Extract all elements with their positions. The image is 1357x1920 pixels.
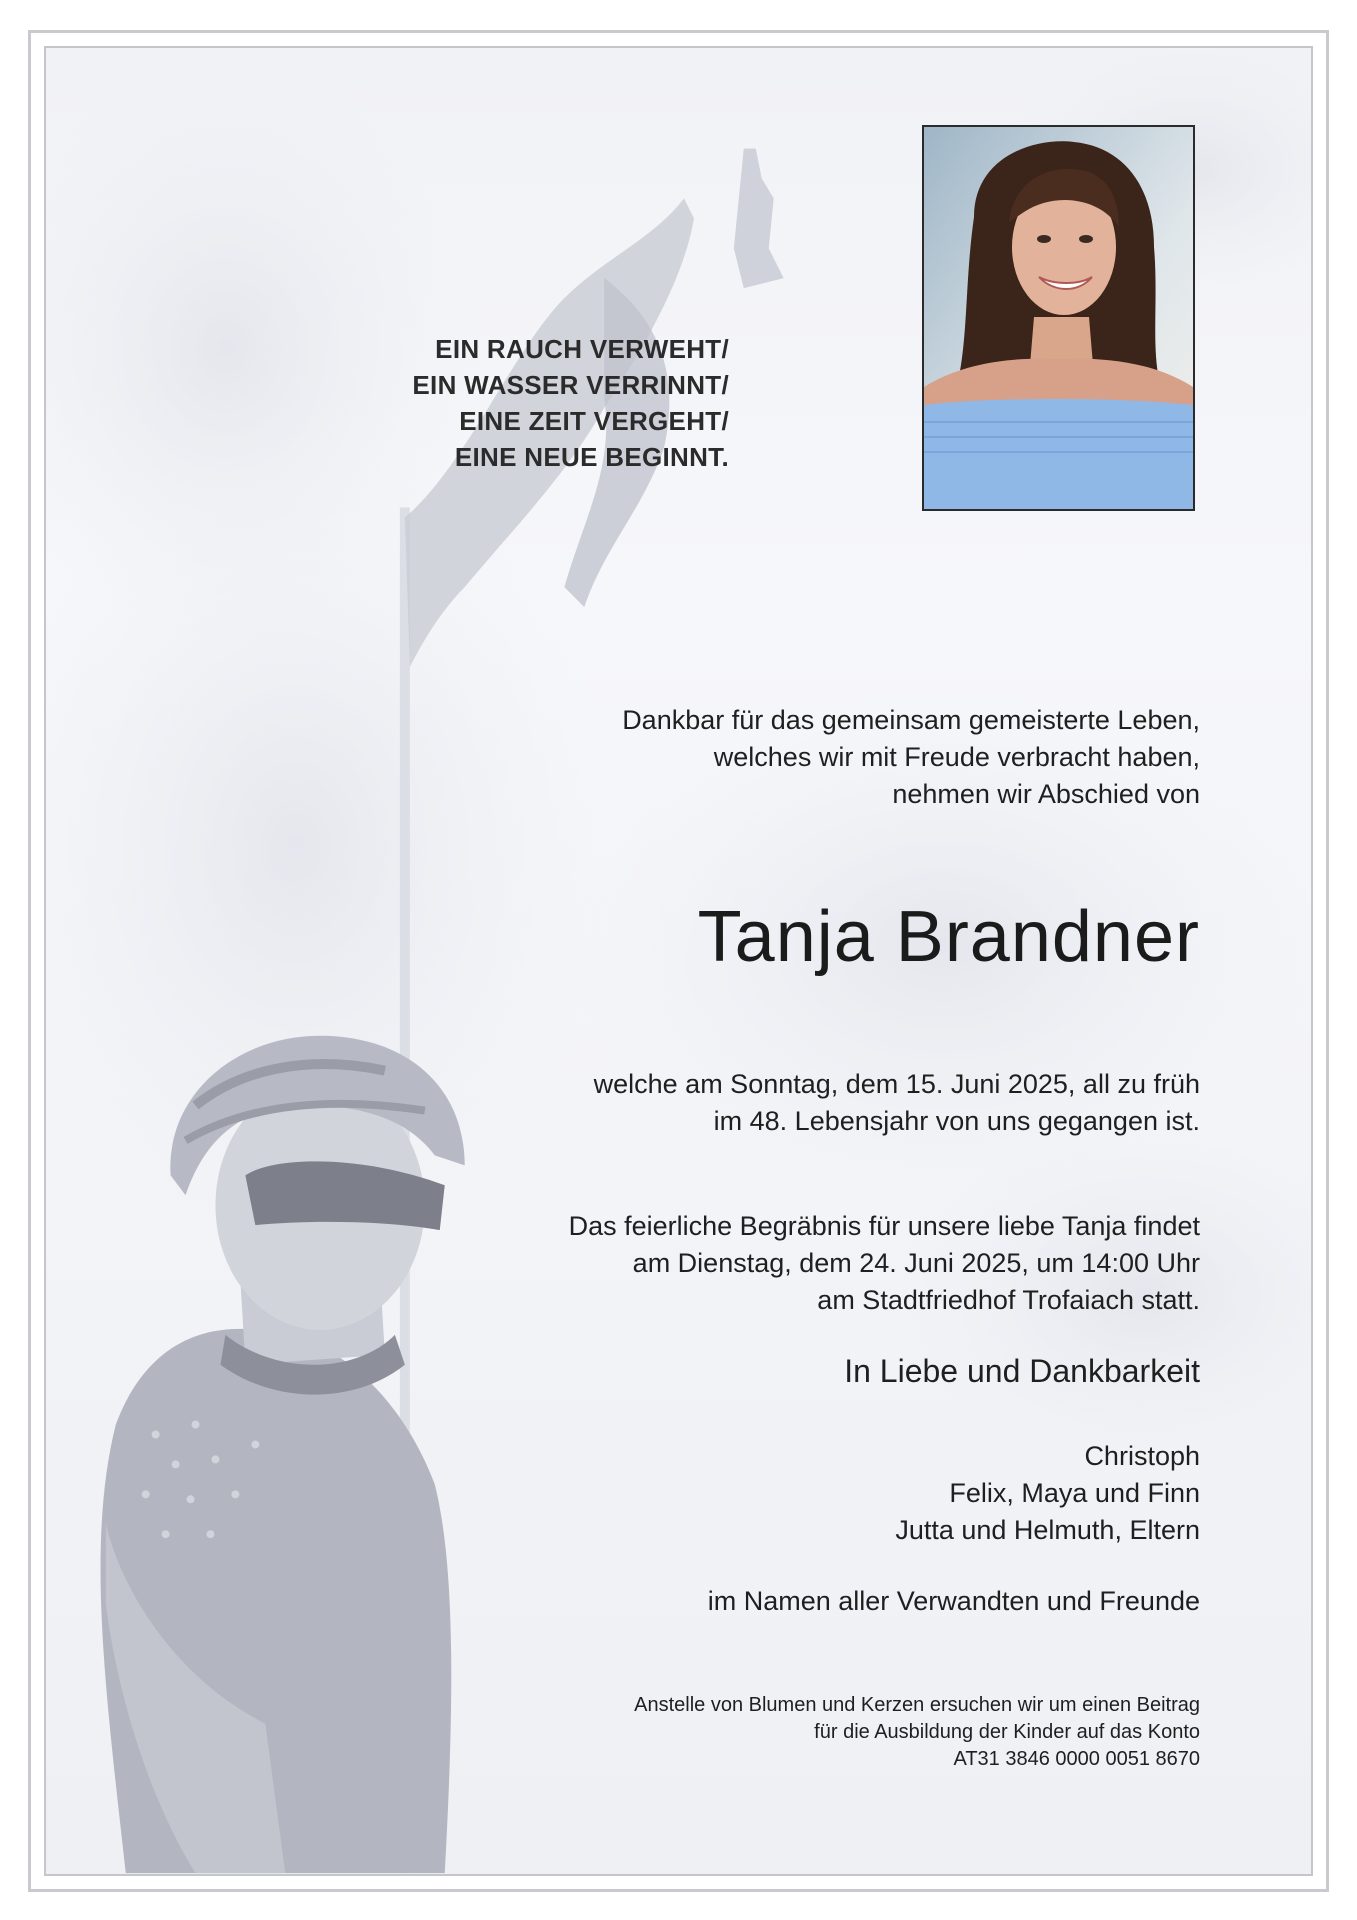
donation-line: für die Ausbildung der Kinder auf das Konto <box>814 1721 1200 1743</box>
family-line: Felix, Maya und Finn <box>949 1478 1200 1508</box>
funeral-line: Das feierliche Begräbnis für unsere liebe Tanja findet <box>568 1211 1200 1241</box>
verse-line: EINE ZEIT VERGEHT/ <box>459 406 729 436</box>
funeral-line: am Stadtfriedhof Trofaiach statt. <box>817 1285 1200 1315</box>
verse-line: EIN RAUCH VERWEHT/ <box>435 334 729 364</box>
funeral-details <box>569 1208 1200 1319</box>
deceased-name: Tanja Brandner <box>697 897 1200 977</box>
relatives-line: im Namen aller Verwandten und Freunde <box>707 1586 1200 1616</box>
verse-line: EINE NEUE BEGINNT. <box>454 442 729 472</box>
intro-line: welches wir mit Freude verbracht haben, <box>713 742 1200 772</box>
intro-text <box>622 702 1200 813</box>
death-line: im 48. Lebensjahr von uns gegangen ist. <box>713 1106 1200 1136</box>
death-line: welche am Sonntag, dem 15. Juni 2025, all zu früh <box>593 1069 1200 1099</box>
family-names <box>895 1438 1200 1549</box>
verse <box>412 331 729 475</box>
intro-line: nehmen wir Abschied von <box>892 779 1200 809</box>
family-line: Christoph <box>1084 1441 1200 1471</box>
funeral-line: am Dienstag, dem 24. Juni 2025, um 14:00 Uhr <box>632 1248 1200 1278</box>
death-notice <box>594 1066 1200 1140</box>
portrait-photo <box>922 125 1195 511</box>
bank-account: AT31 3846 0000 0051 8670 <box>953 1748 1200 1770</box>
verse-line: EIN WASSER VERRINNT/ <box>412 370 729 400</box>
inner-border <box>44 46 1313 1876</box>
intro-line: Dankbar für das gemeinsam gemeisterte Leben, <box>622 705 1200 735</box>
family-line: Jutta und Helmuth, Eltern <box>895 1515 1200 1545</box>
closing-phrase: In Liebe und Dankbarkeit <box>844 1353 1200 1389</box>
donation-note <box>634 1692 1200 1773</box>
donation-line: Anstelle von Blumen und Kerzen ersuchen wir um einen Beitrag <box>634 1694 1200 1716</box>
